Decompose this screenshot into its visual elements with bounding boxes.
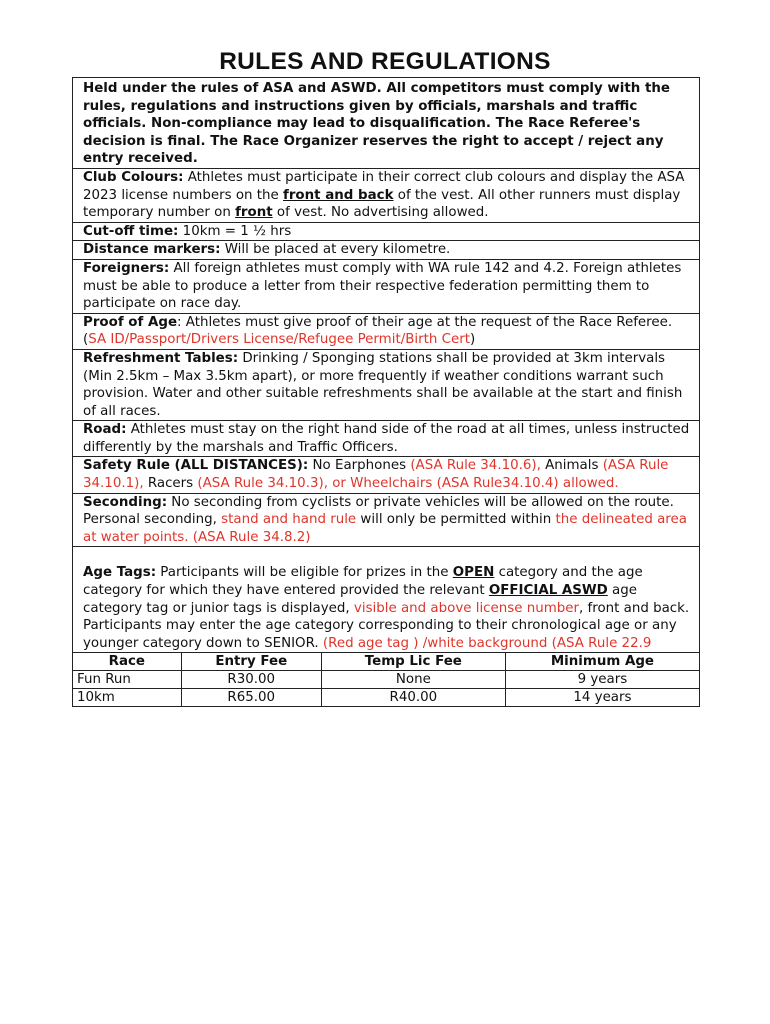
cell-entry-fee: R65.00 [181,689,321,707]
club-colours-text-3: of vest. No advertising allowed. [272,205,489,221]
safety-text-3: Racers [143,476,198,492]
refreshment-label: Refreshment Tables: [83,350,239,366]
fee-table [73,652,699,707]
cell-temp-lic-fee: R40.00 [321,689,505,707]
age-tags-text-2: category and the age category for which they have entered provided the relevant [83,565,643,599]
refreshment-text: Drinking / Sponging stations shall be provided at 3km intervals (Min 2.5km – Max 3.5km apart), or more frequently if weather conditions warrant such provision. Water and other suitable refreshments shall be available at the start and finish of all races. [83,350,683,419]
proof-of-age-rule [73,314,699,350]
seconding-text-2: will only be permitted within [356,512,556,528]
refreshment-rule [73,350,699,421]
safety-text-1: No Earphones [308,458,411,474]
distance-markers-rule [73,241,699,260]
road-text: Athletes must stay on the right hand side of the road at all times, unless instructed differently by the marshals and Traffic Officers. [83,422,690,455]
cell-entry-fee: R30.00 [181,671,321,689]
club-colours-text-2: of the vest. All other runners must display temporary number on [83,187,681,221]
age-tags-red-1: visible and above license number [353,600,580,616]
seconding-label: Seconding: [83,494,168,510]
seconding-red-2: the delineated area at water points. (ASA Rule 34.8.2) [83,512,687,545]
fee-table-wrapper [73,652,699,707]
foreigners-label: Foreigners: [83,260,170,276]
club-colours-label: Club Colours: [83,169,184,185]
cutoff-text: 10km = 1 ½ hrs [178,223,292,239]
age-tags-text-3: age category tag or junior tags is displayed, [83,583,637,616]
intro-paragraph: Held under the rules of ASA and ASWD. All competitors must comply with the rules, regulations and instructions given by officials, marshals and traffic officials. Non-compliance may lead to disqualification. The Race Referee's decision is final. The Race Organizer reserves the right to accept / reject any entry received. [73,78,699,169]
foreigners-text: All foreign athletes must comply with WA rule 142 and 4.2. Foreign athletes must be able to produce a letter from their respective federation permitting them to participate on race day. [83,260,682,312]
safety-red-3: (ASA Rule 34.10.3), or Wheelchairs (ASA Rule34.10.4) allowed. [197,476,619,492]
seconding-rule [73,494,699,548]
safety-red-2: (ASA Rule 34.10.1), [83,458,669,492]
cutoff-label: Cut-off time: [83,223,179,239]
official-aswd-text: OFFICIAL ASWD [488,583,608,599]
page-title: RULES AND REGULATIONS [219,48,551,75]
cell-minimum-age: 9 years [505,671,699,689]
cell-temp-lic-fee: None [321,671,505,689]
table-row [73,671,699,689]
open-category-text: OPEN [452,565,495,581]
header-entry-fee: Entry Fee [181,653,321,671]
cutoff-rule [73,223,699,242]
cell-race: Fun Run [73,671,181,689]
safety-text-2: Animals [540,458,603,474]
age-tags-section [73,547,699,707]
age-tags-rule [83,564,691,652]
age-tags-label: Age Tags: [83,565,157,581]
proof-close-paren: ) [469,332,476,348]
safety-rule [73,457,699,493]
proof-of-age-text: : Athletes must give proof of their age at the request of the Race Referee. ( [83,314,673,348]
distance-markers-text: Will be placed at every kilometre. [220,242,451,258]
distance-markers-label: Distance markers: [83,242,221,258]
road-label: Road: [83,422,127,438]
age-tags-text-4: , front and back. Participants may enter the age category corresponding to their chronological age or any younger category down to SENIOR. [83,600,690,651]
club-colours-text: Athletes must participate in their correct club colours and display the ASA 2023 license numbers on the [83,169,685,203]
front-and-back-text: front and back [283,187,394,203]
seconding-text-1: No seconding from cyclists or private vehicles will be allowed on the route. Personal seconding, [83,494,674,528]
cell-minimum-age: 14 years [505,689,699,707]
age-tags-text-1: Participants will be eligible for prizes in the [156,565,453,581]
front-text: front [235,205,273,221]
proof-of-age-label: Proof of Age [83,314,178,330]
header-race: Race [73,653,181,671]
safety-label: Safety Rule (ALL DISTANCES): [83,458,309,474]
foreigners-rule [73,260,699,314]
age-tags-red-2: (Red age tag ) /white background (ASA Rule 22.9 [322,635,652,651]
header-minimum-age: Minimum Age [505,653,699,671]
cell-race: 10km [73,689,181,707]
club-colours-rule [73,169,699,223]
road-rule [73,421,699,457]
header-temp-lic-fee: Temp Lic Fee [321,653,505,671]
seconding-red-1: stand and hand rule [221,512,357,528]
table-row [73,689,699,707]
rules-box [72,77,700,707]
proof-documents-text: SA ID/Passport/Drivers License/Refugee Permit/Birth Cert [88,332,470,348]
fee-table-header [73,653,699,671]
safety-red-1: (ASA Rule 34.10.6), [410,458,541,474]
